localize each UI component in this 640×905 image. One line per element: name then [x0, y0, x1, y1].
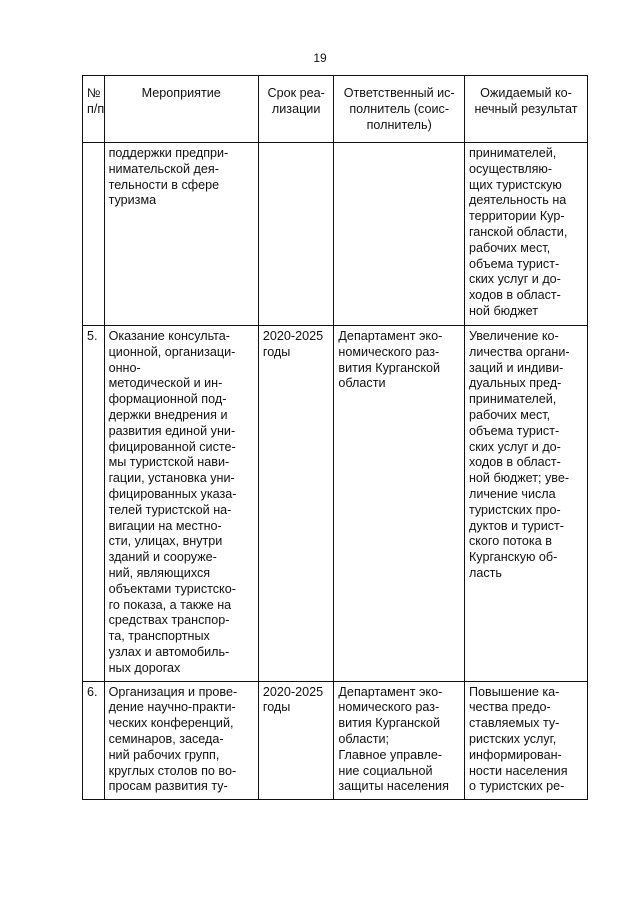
cell-text-line: номического раз-: [338, 344, 440, 359]
cell-text-line: ставляемых ту-: [468, 716, 560, 731]
cell-text-line: просам развития ту-: [108, 779, 228, 794]
cell-text-line: Главное управле-: [338, 747, 443, 762]
cell-text-line: вития Курганской: [338, 360, 441, 375]
header-event: Мероприятие: [104, 76, 258, 143]
cell-text-line: ной бюджет; уве-: [468, 471, 570, 486]
cell-text-line: ласть: [468, 565, 502, 580]
cell-result: [464, 326, 587, 682]
cell-result: [464, 681, 587, 800]
table-row: [83, 143, 588, 326]
cell-text-line: о туристских ре-: [468, 779, 565, 794]
cell-text-line: номического раз-: [338, 700, 440, 715]
cell-text-line: Оказание консульта-: [108, 329, 230, 343]
cell-text-line: та, транспортных: [108, 629, 210, 644]
cell-event: [104, 681, 258, 800]
cell-text-line: ний, являющихся: [108, 565, 211, 580]
cell-text-line: личества органи-: [468, 344, 570, 359]
cell-text-line: годы: [262, 344, 291, 359]
cell-text-line: телей туристской на-: [108, 502, 232, 517]
cell-text-line: нимательской дея-: [108, 161, 219, 176]
cell-text-line: узлах и автомобиль-: [108, 644, 230, 659]
header-num: № п/п: [83, 76, 105, 143]
cell-text-line: объема турист-: [468, 256, 560, 271]
cell-event: [104, 326, 258, 682]
measures-table: [82, 75, 588, 800]
cell-text-line: формационной под-: [108, 392, 227, 407]
cell-result: [464, 143, 587, 326]
cell-num: [83, 143, 105, 326]
cell-text-line: ной бюджет: [468, 303, 538, 318]
cell-text-line: мы туристской нави-: [108, 455, 230, 470]
cell-text-line: сти, улицах, внутри: [108, 534, 223, 549]
cell-text-line: ние социальной: [338, 763, 433, 778]
cell-text-line: области;: [338, 731, 390, 746]
cell-text-line: 2020-2025: [262, 684, 324, 699]
cell-text-line: рабочих мест,: [468, 407, 551, 422]
cell-text-line: Департамент эко-: [338, 684, 443, 699]
table-header-row: [83, 76, 588, 143]
cell-text-line: семинаров, заседа-: [108, 731, 224, 746]
cell-text-line: ний рабочих групп,: [108, 747, 220, 762]
cell-text-line: онно-: [108, 360, 141, 375]
cell-text-line: области: [338, 376, 386, 391]
cell-text-line: ных дорогах: [108, 660, 181, 675]
cell-text-line: информирован-: [468, 747, 562, 762]
cell-text-line: ских услуг и до-: [468, 439, 561, 454]
cell-text-line: ходов в област-: [468, 455, 561, 470]
cell-text-line: вития Курганской: [338, 716, 441, 731]
cell-text-line: поддержки предпри-: [108, 146, 229, 160]
cell-num: 6.: [83, 681, 105, 800]
cell-text-line: тельности в сфере: [108, 177, 220, 192]
cell-text-line: гации, установка уни-: [108, 471, 235, 486]
cell-text-line: личение числа: [468, 486, 556, 501]
page-number: 19: [313, 51, 327, 65]
cell-text-line: вигации на местно-: [108, 518, 222, 533]
cell-text-line: ционной, организаци-: [108, 344, 236, 359]
header-term: Срок реа- лизации: [258, 76, 334, 143]
cell-text-line: щих туристскую: [468, 177, 562, 192]
header-executor: Ответственный ис- полнитель (соис- полнитель): [334, 76, 465, 143]
table-row: [83, 326, 588, 682]
cell-text-line: развития единой уни-: [108, 423, 236, 438]
cell-text-line: территории Кур-: [468, 209, 565, 224]
cell-text-line: дуальных пред-: [468, 376, 562, 391]
cell-text-line: ческих конференций,: [108, 716, 234, 731]
header-result: Ожидаемый ко- нечный результат: [464, 76, 587, 143]
cell-text-line: ристских услуг,: [468, 731, 557, 746]
cell-term: [258, 326, 334, 682]
cell-text-line: фицированных указа-: [108, 486, 237, 501]
cell-event: [104, 143, 258, 326]
cell-text-line: Департамент эко-: [338, 329, 443, 343]
cell-text-line: зданий и сооруже-: [108, 550, 217, 565]
cell-text-line: фицированной систе-: [108, 439, 236, 454]
cell-text-line: Повышение ка-: [468, 684, 560, 699]
cell-text-line: средствах транспор-: [108, 613, 230, 628]
cell-text-line: Организация и прове-: [108, 684, 238, 699]
cell-executor: [334, 681, 465, 800]
cell-term: [258, 681, 334, 800]
cell-text-line: дуктов и турист-: [468, 518, 564, 533]
cell-text-line: ских услуг и до-: [468, 272, 561, 287]
cell-text-line: Курганскую об-: [468, 550, 558, 565]
cell-text-line: принимателей,: [468, 146, 557, 160]
cell-text-line: 2020-2025: [262, 329, 324, 343]
cell-executor: [334, 326, 465, 682]
cell-text-line: защиты населения: [338, 779, 449, 794]
cell-text-line: туристских про-: [468, 502, 561, 517]
cell-text-line: рабочих мест,: [468, 240, 551, 255]
cell-executor: [334, 143, 465, 326]
cell-text-line: держки внедрения и: [108, 407, 228, 422]
cell-text-line: туризма: [108, 193, 157, 208]
cell-text-line: деятельность на: [468, 193, 567, 208]
cell-text-line: чества предо-: [468, 700, 551, 715]
cell-text-line: годы: [262, 700, 291, 715]
cell-text-line: осуществляю-: [468, 161, 553, 176]
cell-text-line: Увеличение ко-: [468, 329, 559, 343]
cell-text-line: ности населения: [468, 763, 568, 778]
table-row: [83, 681, 588, 800]
cell-text-line: го показа, а также на: [108, 597, 232, 612]
cell-text-line: методической и ин-: [108, 376, 223, 391]
cell-term: [258, 143, 334, 326]
cell-text-line: объектами туристско-: [108, 581, 236, 596]
cell-text-line: ганской области,: [468, 224, 568, 239]
cell-text-line: объема турист-: [468, 423, 560, 438]
cell-text-line: дение научно-практи-: [108, 700, 236, 715]
cell-num: 5.: [83, 326, 105, 682]
cell-text-line: круглых столов по во-: [108, 763, 237, 778]
cell-text-line: принимателей,: [468, 392, 557, 407]
cell-text-line: ского потока в: [468, 534, 552, 549]
cell-text-line: заций и индиви-: [468, 360, 564, 375]
cell-text-line: ходов в област-: [468, 288, 561, 303]
